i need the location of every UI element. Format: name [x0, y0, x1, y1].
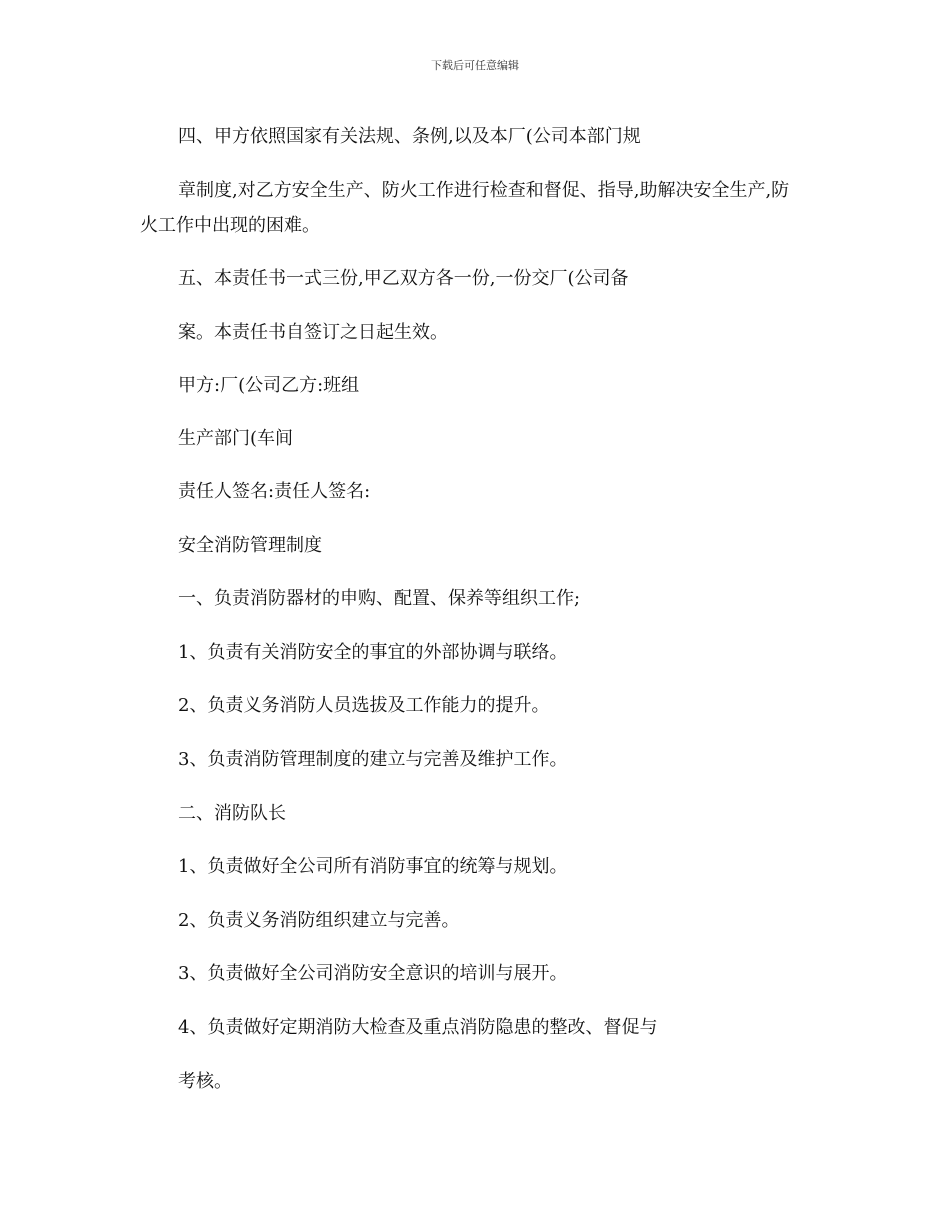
- list-item: 2、负责义务消防人员选拔及工作能力的提升。: [178, 695, 550, 716]
- list-item: 2、负责义务消防组织建立与完善。: [178, 910, 460, 931]
- list-item: 3、负责做好全公司消防安全意识的培训与展开。: [178, 963, 568, 984]
- body-line: 五、本责任书一式三份,甲乙双方各一份,一份交厂(公司备: [178, 268, 629, 289]
- page-header: 下载后可任意编辑: [431, 59, 519, 72]
- body-line: 案。本责任书自签订之日起生效。: [178, 322, 448, 343]
- section-heading: 二、消防队长: [178, 803, 286, 824]
- list-item: 4、负责做好定期消防大检查及重点消防隐患的整改、督促与: [178, 1017, 658, 1038]
- list-item: 3、负责消防管理制度的建立与完善及维护工作。: [178, 749, 568, 770]
- section-title: 安全消防管理制度: [178, 535, 322, 556]
- body-line: 考核。: [178, 1071, 232, 1092]
- body-line: 火工作中出现的困难。: [140, 215, 320, 236]
- body-line: 生产部门(车间: [178, 428, 294, 449]
- body-line: 一、负责消防器材的申购、配置、保养等组织工作;: [178, 588, 581, 609]
- body-line: 章制度,对乙方安全生产、防火工作进行检查和督促、指导,助解决安全生产,防: [178, 180, 790, 201]
- body-line: 四、甲方依照国家有关法规、条例,以及本厂(公司本部门规: [178, 126, 641, 147]
- list-item: 1、负责做好全公司所有消防事宜的统筹与规划。: [178, 856, 568, 877]
- list-item: 1、负责有关消防安全的事宜的外部协调与联络。: [178, 642, 568, 663]
- body-line: 责任人签名:责任人签名:: [178, 481, 371, 502]
- body-line: 甲方:厂(公司乙方:班组: [178, 375, 360, 396]
